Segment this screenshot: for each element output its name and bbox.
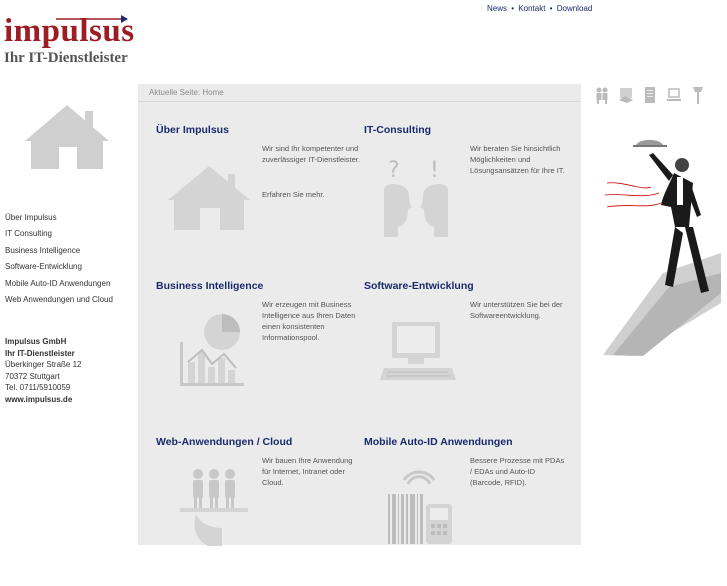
sidebar-nav [5, 213, 113, 311]
tile-description: Wir beraten Sie hinsichtlich Möglichkeiten und Lösungsansätzen für Ihre IT. [470, 144, 565, 175]
sidebar-item-it-consulting[interactable]: IT Consulting [5, 229, 52, 239]
computer-icon [380, 322, 456, 384]
sidebar-item-ueber-impulsus[interactable]: Über Impulsus [5, 213, 57, 222]
service-icons [594, 86, 706, 106]
sidebar-item-web-cloud[interactable]: Web Anwendungen und Cloud [5, 294, 113, 304]
consulting-heads-icon [378, 159, 454, 237]
svg-text:!: ! [430, 159, 439, 183]
top-navigation [487, 4, 592, 13]
tile-description: Wir unterstützen Sie bei der Softwareentwicklung. [470, 300, 563, 320]
company-website-link[interactable]: www.impulsus.de [5, 394, 73, 404]
nav-download[interactable]: Download [556, 4, 593, 13]
hand-people-icon [178, 466, 258, 546]
company-name: Impulsus GmbH [5, 337, 67, 346]
tile-title[interactable]: IT-Consulting [364, 124, 432, 136]
tools-icon[interactable] [690, 86, 706, 104]
logo[interactable] [4, 14, 135, 67]
house-icon [168, 164, 250, 230]
company-street: Überkinger Straße 12 [5, 360, 82, 369]
breadcrumb-divider [138, 101, 581, 102]
company-city: 70372 Stuttgart [5, 371, 60, 381]
home-house-icon[interactable] [25, 103, 109, 169]
svg-text:?: ? [388, 159, 400, 183]
barcode-scanner-icon [386, 464, 456, 545]
tile-description: Wir erzeugen mit Business Intelligence aus Ihren Daten einen konsistenten Informationspool. [262, 300, 356, 342]
handshake-icon[interactable] [618, 86, 634, 104]
company-phone: Tel. 0711/5910059 [5, 383, 71, 392]
sidebar-item-mobile-auto-id[interactable]: Mobile Auto-ID Anwendungen [5, 278, 111, 288]
tile-software-entwicklung[interactable] [364, 280, 574, 430]
tile-title[interactable]: Software-Entwicklung [364, 280, 474, 292]
tile-description: Wir bauen Ihre Anwendung für Internet, Intranet oder Cloud. [262, 456, 353, 487]
people-icon[interactable] [594, 86, 610, 104]
company-address [5, 336, 81, 405]
logo-text: impulsus [4, 13, 135, 49]
tile-title[interactable]: Web-Anwendungen / Cloud [156, 436, 293, 448]
nav-separator: • [549, 4, 553, 13]
main-content [138, 84, 581, 545]
tile-business-intelligence[interactable] [156, 280, 366, 430]
company-tagline: Ihr IT-Dienstleister [5, 348, 75, 358]
tile-mobile-auto-id[interactable] [364, 436, 574, 586]
tile-description: Wir sind Ihr kompetenter und zuverlässiger IT-Dienstleister. [262, 144, 360, 164]
tile-title[interactable]: Mobile Auto-ID Anwendungen [364, 436, 513, 448]
chart-icon [176, 312, 248, 386]
tile-ueber-impulsus[interactable] [156, 124, 366, 274]
tile-web-anwendungen-cloud[interactable] [156, 436, 366, 586]
more-link[interactable]: Erfahren Sie mehr. [262, 190, 325, 199]
tile-title[interactable]: Über Impulsus [156, 124, 229, 136]
laptop-icon[interactable] [666, 86, 682, 104]
logo-tagline: Ihr IT-Dienstleister [4, 50, 128, 66]
nav-kontakt[interactable]: Kontakt [518, 4, 546, 13]
tile-description: Bessere Prozesse mit PDAs / EDAs und Auto-ID (Barcode, RFID). [470, 456, 565, 487]
waiter-with-tray-image [603, 123, 721, 356]
tile-title[interactable]: Business Intelligence [156, 280, 264, 292]
nav-separator: • [511, 4, 515, 13]
document-icon[interactable] [642, 86, 658, 104]
sidebar-item-software-entwicklung[interactable]: Software-Entwicklung [5, 262, 82, 272]
nav-news[interactable]: News [487, 4, 508, 13]
sidebar-item-business-intelligence[interactable]: Business Intelligence [5, 245, 81, 255]
breadcrumb: Aktuelle Seite: Home [149, 88, 224, 97]
tile-it-consulting[interactable] [364, 124, 574, 274]
